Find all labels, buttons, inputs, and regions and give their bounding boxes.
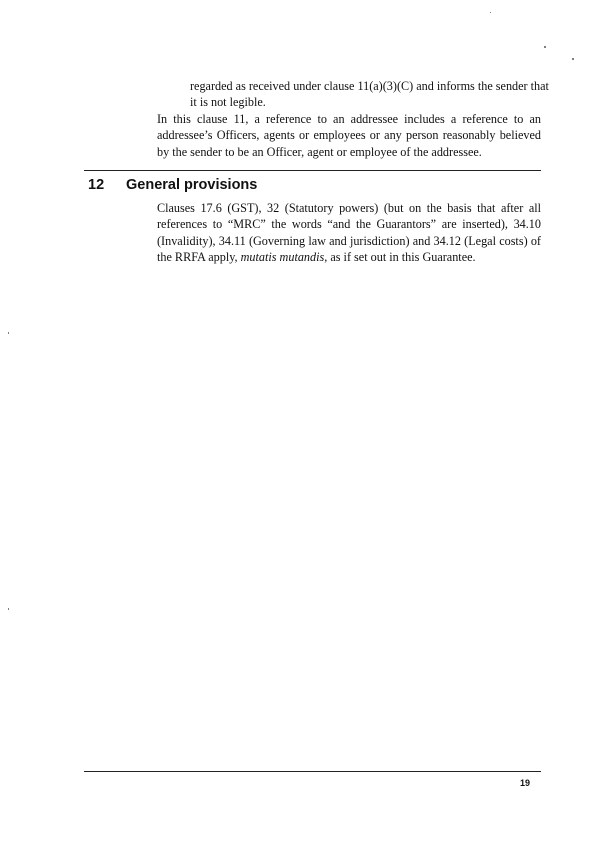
scan-speck	[544, 46, 546, 48]
section-body	[157, 200, 541, 266]
section-heading	[88, 177, 257, 193]
scan-speck	[572, 58, 574, 60]
continuation-paragraph	[190, 78, 553, 111]
section-title: General provisions	[126, 177, 258, 193]
section-body-italic: mutatis mutandis	[240, 250, 325, 265]
scan-speck	[8, 608, 9, 610]
scan-speck	[8, 332, 9, 334]
section-body-text-end: , as if set out in this Guarantee.	[324, 250, 476, 265]
continuation-line: regarded as received under clause 11(a)(3)(C) and informs the sender that	[190, 79, 549, 93]
section-body-text: Clauses 17.6 (GST), 32 (Statutory powers) (but on the basis that after all references to “MRC” the words “and the Guarantors” are inserted), 34.10 (Invalidity), 34.11 (Governing law and jurisdiction) and 34.12 (Legal costs) of the RRFA apply,	[157, 201, 541, 265]
page-number: 19	[520, 778, 531, 788]
section-divider	[84, 170, 541, 171]
footer-divider	[84, 771, 541, 772]
scan-speck	[490, 12, 491, 13]
section-number: 12	[88, 177, 105, 193]
addressee-paragraph: In this clause 11, a reference to an addressee includes a reference to an addressee’s Officers, agents or employees or any person reasonably believed by the sender to be an Officer, agent or employee of the addressee.	[157, 112, 541, 159]
continuation-line: it is not legible.	[190, 95, 266, 110]
